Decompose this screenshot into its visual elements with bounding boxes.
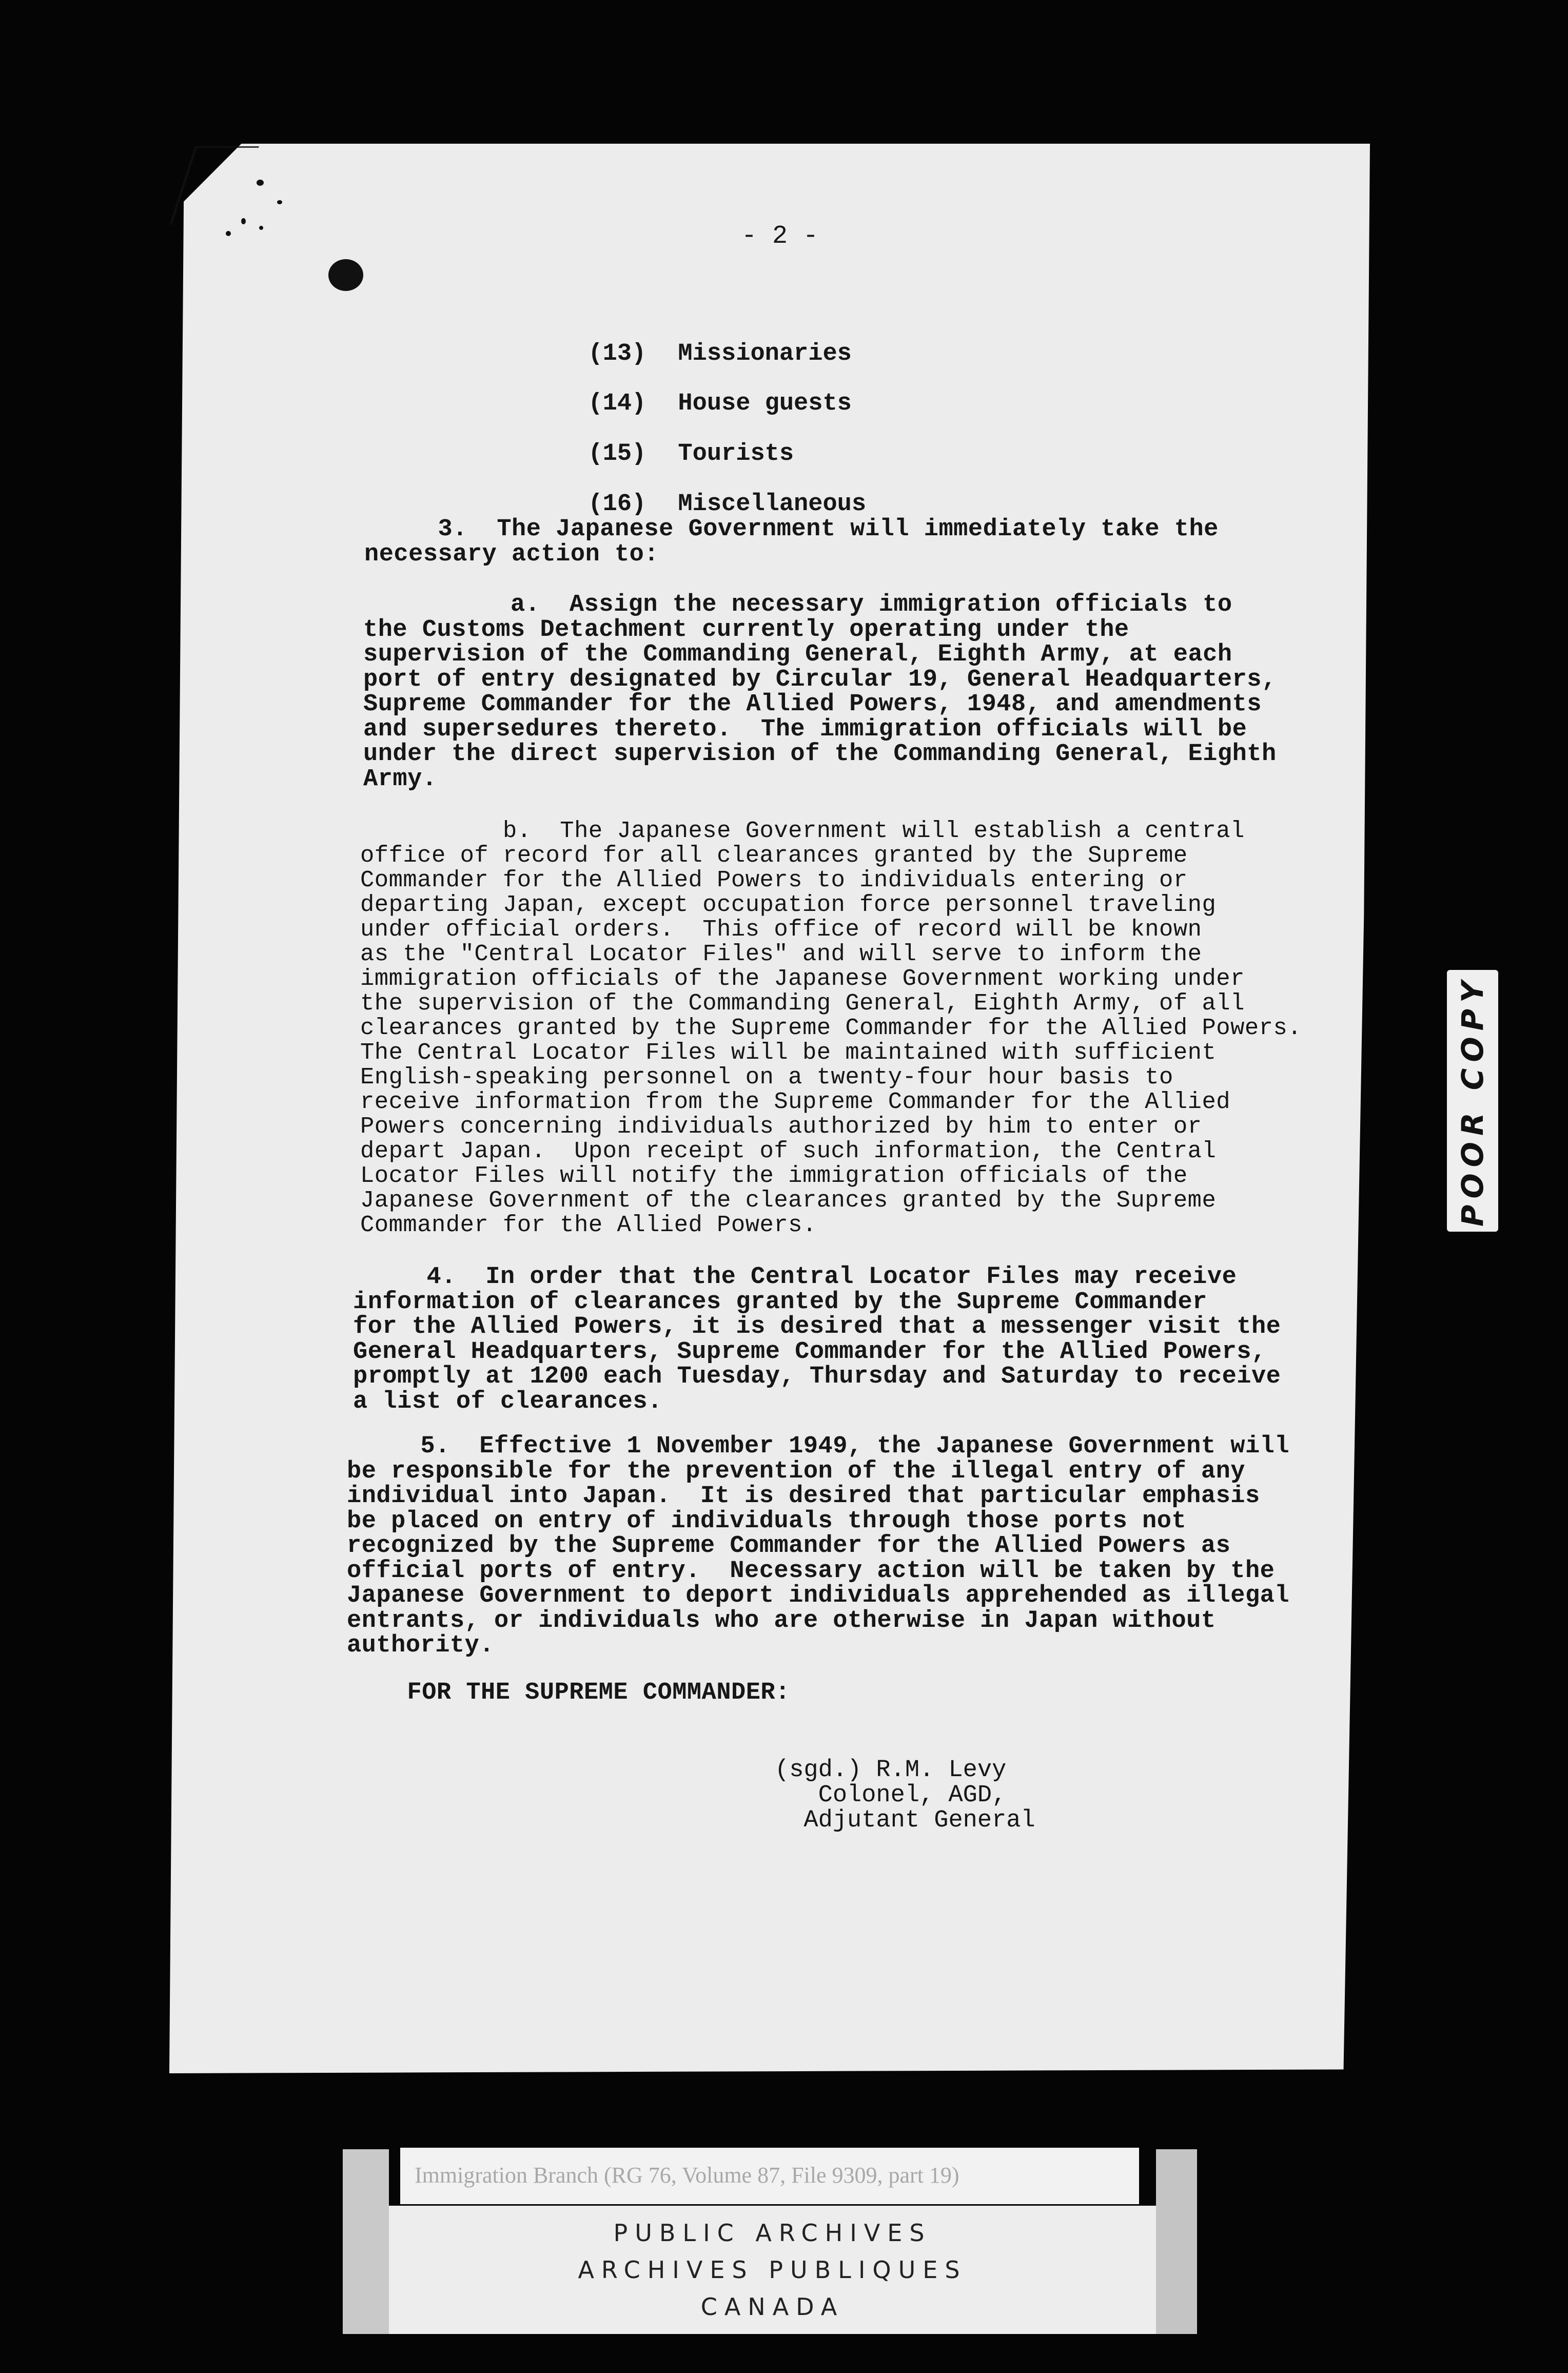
page-number: - 2 -	[741, 222, 819, 251]
list-item: (14) House guests	[588, 390, 852, 417]
punch-hole	[328, 259, 363, 291]
signature-name: (sgd.) R.M. Levy	[775, 1757, 1007, 1784]
paragraph-5: 5. Effective 1 November 1949, the Japanese Government will be responsible for the prevention of the illegal entry of any individual into Japan. It is desired that particular emphasis be placed on entry of individuals through those ports not recognized by the Supreme Commander for the Allied Powers as official ports of entry. Necessary action will be taken by the Japanese Government to deport individuals apprehended as illegal entrants, or individuals who are otherwise in Japan without authority.	[347, 1433, 1290, 1659]
archives-stamp	[343, 2206, 1197, 2334]
list-item: (13) Missionaries	[588, 340, 852, 367]
paragraph-3: 3. The Japanese Government will immediately take the necessary action to:	[364, 516, 1219, 568]
signature-rank: Colonel, AGD,	[775, 1782, 1007, 1809]
signature-title: Adjutant General	[775, 1807, 1035, 1834]
list-item: (16) Miscellaneous	[588, 491, 867, 518]
list-item: (15) Tourists	[588, 440, 794, 468]
closing-line: FOR THE SUPREME COMMANDER:	[334, 1679, 790, 1706]
signature-block	[775, 1758, 1035, 1833]
archives-line-fr: ARCHIVES PUBLIQUES	[578, 2256, 967, 2284]
archive-reference-label: Immigration Branch (RG 76, Volume 87, File 9309, part 19)	[400, 2148, 1139, 2204]
paragraph-4: 4. In order that the Central Locator Files may receive information of clearances granted by the Supreme Commander for the Allied Powers, it is desired that a messenger visit the General Headquarters, Supreme Commander for the Allied Powers, promptly at 1200 each Tuesday, Thursday and Saturday to receive a list of clearances.	[353, 1263, 1281, 1415]
paragraph-3a: a. Assign the necessary immigration officials to the Customs Detachment currently operating under the supervision of the Commanding General, Eighth Army, at each port of entry designated by Circular 19, General Headquarters, Supreme Commander for the Allied Powers, 1948, and amendments and supersedures thereto. The immigration officials will be under the direct supervision of the Commanding General, Eighth Army.	[363, 591, 1277, 793]
poor-copy-stamp: POOR COPY	[1447, 970, 1498, 1232]
archives-line-country: CANADA	[700, 2293, 845, 2321]
ink-specks	[221, 169, 313, 251]
archives-line-en: PUBLIC ARCHIVES	[613, 2219, 932, 2247]
paragraph-3b: b. The Japanese Government will establish a central office of record for all clearances granted by the Supreme Commander for the Allied Powers to individuals entering or departing Japan, except occupation force personnel traveling under official orders. This office of record will be known as the "Central Locator Files" and will serve to inform the immigration officials of the Japanese Government working under the supervision of the Commanding General, Eighth Army, of all clearances granted by the Supreme Commander for the Allied Powers. The Central Locator Files will be maintained with sufficient English-speaking personnel on a twenty-four hour basis to receive information from the Supreme Commander for the Allied Powers concerning individuals authorized by him to enter or depart Japan. Upon receipt of such information, the Central Locator Files will notify the immigration officials of the Japanese Government of the clearances granted by the Supreme Commander for the Allied Powers.	[360, 818, 1302, 1238]
